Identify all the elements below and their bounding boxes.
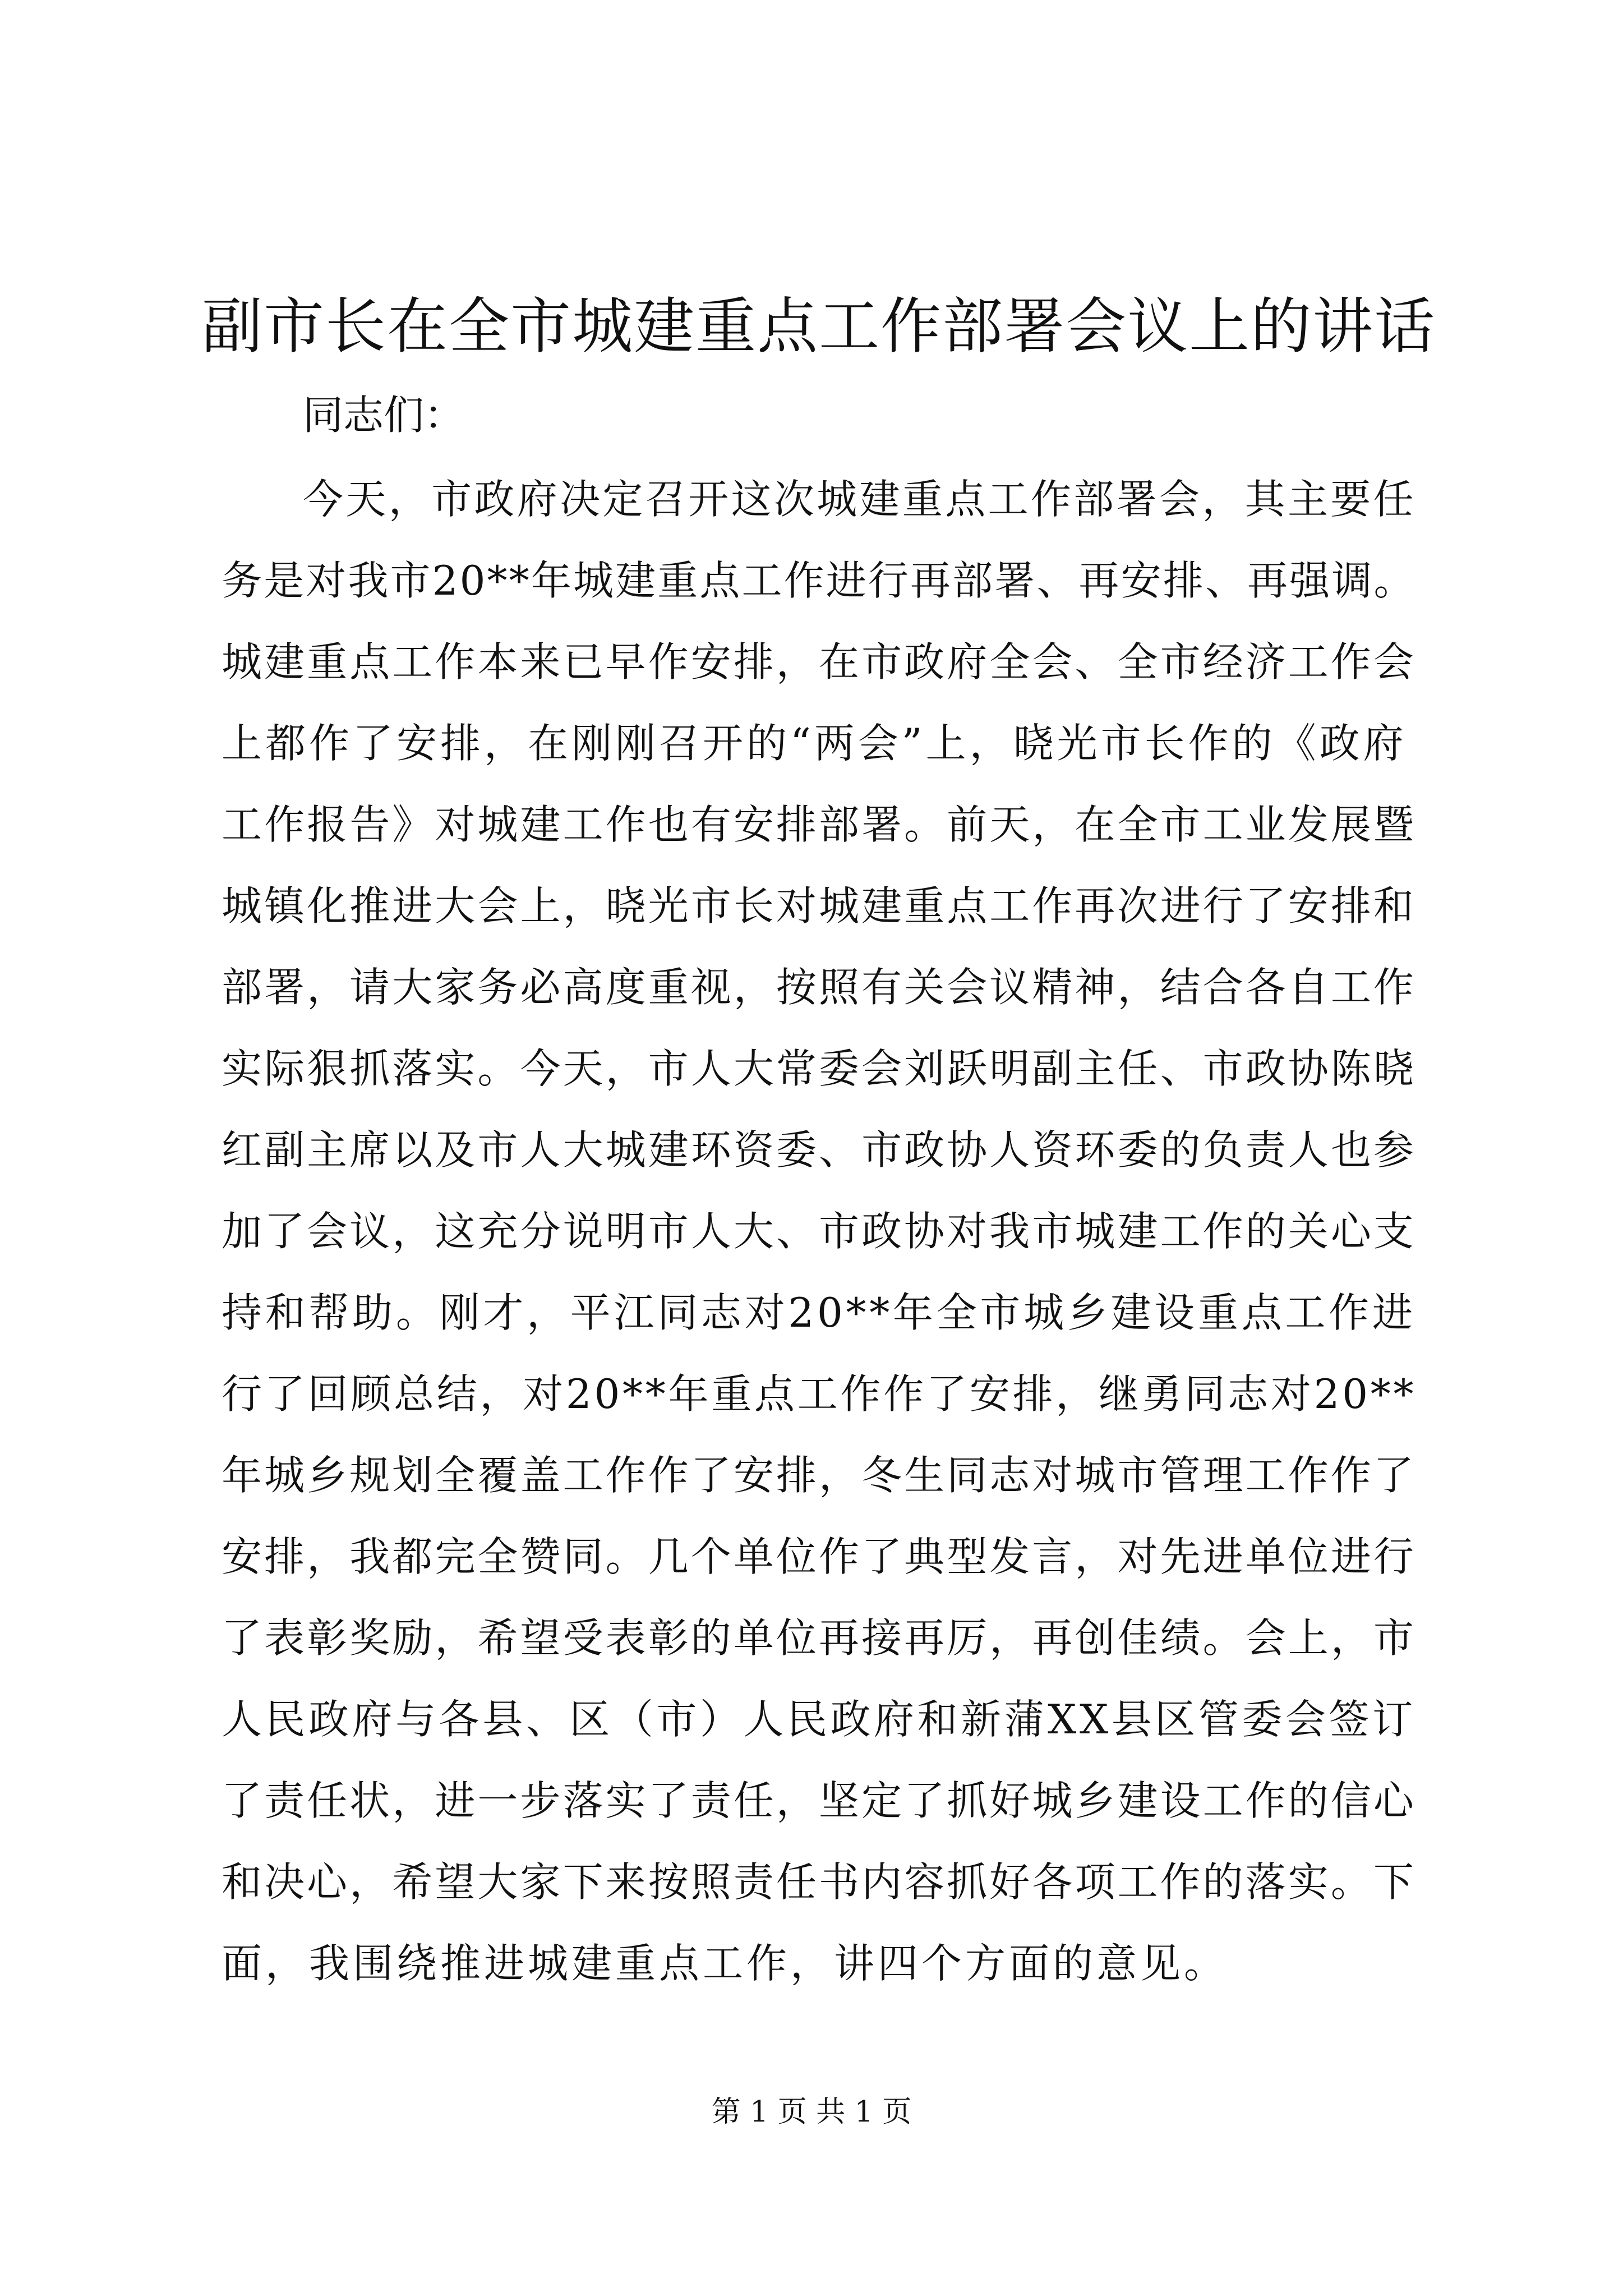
text-line: 城建重点工作本来已早作安排，在市政府全会、全市经济工作会 <box>222 638 1417 685</box>
document-title: 副市长在全市城建重点工作部署会议上的讲话 <box>202 292 1436 362</box>
text-line: 务是对我市20**年城建重点工作进行再部署、再安排、再强调。 <box>222 557 1416 604</box>
text-line: 今天，市政府决定召开这次城建重点工作部署会，其主要任 <box>303 476 1417 523</box>
text-line: 行了回顾总结，对20**年重点工作作了安排，继勇同志对20** <box>222 1370 1417 1418</box>
text-line: 了责任状，进一步落实了责任，坚定了抓好城乡建设工作的信心 <box>222 1777 1417 1824</box>
text-line: 红副主席以及市人大城建环资委、市政协人资环委的负责人也参 <box>222 1126 1417 1174</box>
text-line: 实际狠抓落实。今天，市人大常委会刘跃明副主任、市政协陈晓 <box>222 1045 1417 1092</box>
page-footer: 第 1 页 共 1 页 <box>711 2095 912 2129</box>
text-line: 加了会议，这充分说明市人大、市政协对我市城建工作的关心支 <box>222 1208 1417 1255</box>
text-line: 安排，我都完全赞同。几个单位作了典型发言，对先进单位进行 <box>222 1533 1417 1580</box>
text-line: 了表彰奖励，希望受表彰的单位再接再厉，再创佳绩。会上，市 <box>222 1614 1417 1662</box>
text-line: 面，我围绕推进城建重点工作，讲四个方面的意见。 <box>222 1940 1228 1987</box>
text-line: 和决心，希望大家下来按照责任书内容抓好各项工作的落实。下 <box>222 1858 1417 1906</box>
text-line: 持和帮助。刚才，平江同志对20**年全市城乡建设重点工作进 <box>222 1289 1416 1336</box>
salutation: 同志们： <box>303 392 465 439</box>
text-line: 年城乡规划全覆盖工作作了安排，冬生同志对城市管理工作作了 <box>222 1452 1417 1499</box>
text-line: 人民政府与各县、区（市）人民政府和新蒲XX县区管委会签订 <box>222 1696 1416 1743</box>
text-line: 工作报告》对城建工作也有安排部署。前天，在全市工业发展暨 <box>222 801 1417 848</box>
text-line: 城镇化推进大会上，晓光市长对城建重点工作再次进行了安排和 <box>222 882 1417 930</box>
text-line: 部署，请大家务必高度重视，按照有关会议精神，结合各自工作 <box>222 964 1417 1011</box>
text-line: 上都作了安排，在刚刚召开的“两会”上，晓光市长作的《政府 <box>222 720 1407 767</box>
